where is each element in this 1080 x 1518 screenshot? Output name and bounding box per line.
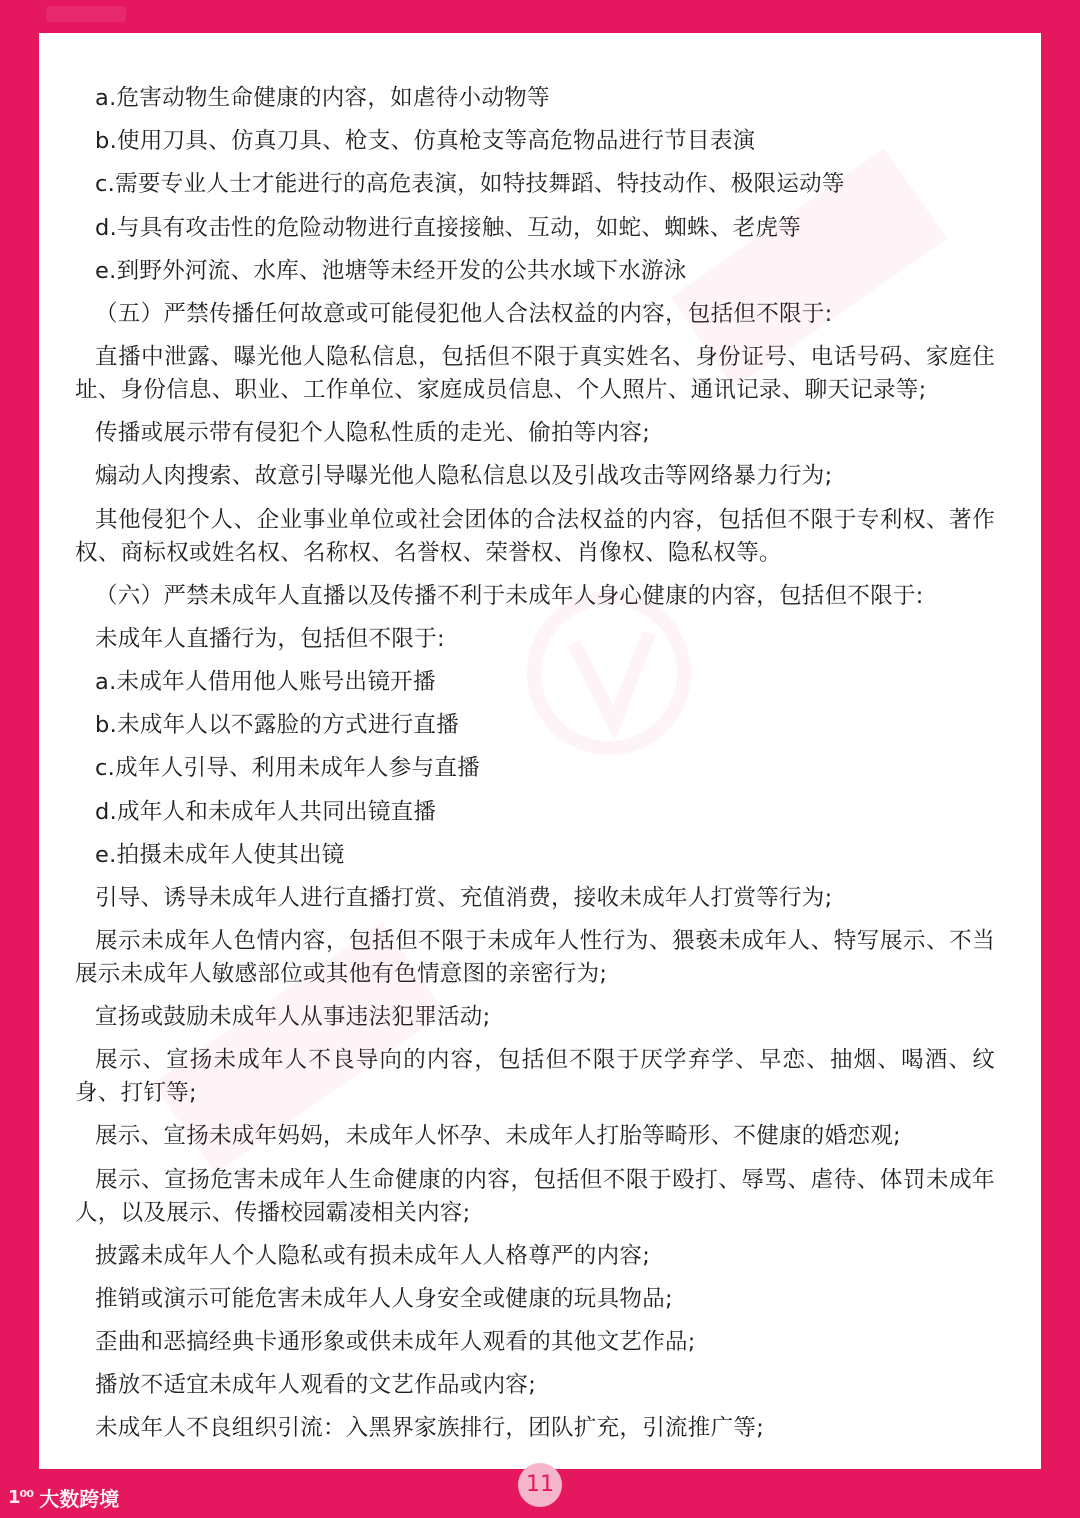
list-item: c.需要专业人士才能进行的高危表演，如特技舞蹈、特技动作、极限运动等 bbox=[95, 171, 845, 198]
paragraph: 推销或演示可能危害未成年人人身安全或健康的玩具物品; bbox=[95, 1285, 673, 1312]
list-item: a.危害动物生命健康的内容，如虐待小动物等 bbox=[95, 85, 550, 111]
list-item: d.成年人和未成年人共同出镜直播 bbox=[95, 798, 437, 825]
brand-logo bbox=[8, 1482, 119, 1512]
paragraph: 歪曲和恶搞经典卡通形象或供未成年人观看的其他文艺作品; bbox=[95, 1329, 696, 1356]
brand-name: 大数跨境 bbox=[39, 1486, 120, 1511]
document-body bbox=[75, 77, 995, 1451]
top-faint-mark bbox=[46, 6, 126, 22]
paragraph: 煽动人肉搜索、故意引导曝光他人隐私信息以及引战攻击等网络暴力行为; bbox=[95, 463, 833, 490]
paragraph: 披露未成年人个人隐私或有损未成年人人格尊严的内容; bbox=[95, 1242, 651, 1269]
paragraph: 其他侵犯个人、企业事业单位或社会团体的合法权益的内容，包括但不限于专利权、著作权、商标权或姓名权、名称权、名誉权、荣誉权、肖像权、隐私权等。 bbox=[75, 506, 995, 566]
paragraph: 展示、宣扬未成年妈妈，未成年人怀孕、未成年人打胎等畸形、不健康的婚恋观; bbox=[95, 1123, 901, 1150]
list-item: e.到野外河流、水库、池塘等未经开发的公共水域下水游泳 bbox=[95, 257, 687, 284]
list-item: b.使用刀具、仿真刀具、枪支、仿真枪支等高危物品进行节目表演 bbox=[95, 128, 756, 155]
paragraph: 展示、宣扬危害未成年人生命健康的内容，包括但不限于殴打、辱骂、虐待、体罚未成年人，以及展示、传播校园霸凌相关内容; bbox=[75, 1166, 995, 1226]
paragraph: 引导、诱导未成年人进行直播打赏、充值消费，接收未成年人打赏等行为; bbox=[95, 885, 833, 912]
paragraph: 播放不适宜未成年人观看的文艺作品或内容; bbox=[95, 1372, 537, 1399]
document-page bbox=[39, 33, 1041, 1469]
list-item: b.未成年人以不露脸的方式进行直播 bbox=[95, 712, 460, 739]
paragraph: 宣扬或鼓励未成年人从事违法犯罪活动; bbox=[95, 1004, 491, 1031]
paragraph: 直播中泄露、曝光他人隐私信息，包括但不限于真实姓名、身份证号、电话号码、家庭住址、身份信息、职业、工作单位、家庭成员信息、个人照片、通讯记录、聊天记录等; bbox=[75, 344, 995, 404]
paragraph: 未成年人直播行为，包括但不限于: bbox=[95, 625, 445, 652]
list-item: a.未成年人借用他人账号出镜开播 bbox=[95, 669, 436, 696]
section-heading: （五）严禁传播任何故意或可能侵犯他人合法权益的内容，包括但不限于: bbox=[95, 301, 833, 328]
list-item: e.拍摄未成年人使其出镜 bbox=[95, 841, 345, 868]
paragraph: 传播或展示带有侵犯个人隐私性质的走光、偷拍等内容; bbox=[95, 420, 651, 447]
list-item: d.与具有攻击性的危险动物进行直接接触、互动，如蛇、蜘蛛、老虎等 bbox=[95, 214, 802, 241]
page-number-badge: 11 bbox=[518, 1463, 562, 1507]
paragraph: 展示未成年人色情内容，包括但不限于未成年人性行为、猥亵未成年人、特写展示、不当展示未成年人敏感部位或其他有色情意图的亲密行为; bbox=[75, 928, 995, 988]
paragraph: 展示、宣扬未成年人不良导向的内容，包括但不限于厌学弃学、早恋、抽烟、喝酒、纹身、打钉等; bbox=[75, 1047, 995, 1107]
brand-mark-icon: 1⁰⁰ bbox=[8, 1486, 34, 1508]
section-heading: （六）严禁未成年人直播以及传播不利于未成年人身心健康的内容，包括但不限于: bbox=[95, 582, 924, 609]
list-item: c.成年人引导、利用未成年人参与直播 bbox=[95, 755, 480, 782]
paragraph: 未成年人不良组织引流：入黑界家族排行，团队扩充，引流推广等; bbox=[95, 1415, 765, 1442]
